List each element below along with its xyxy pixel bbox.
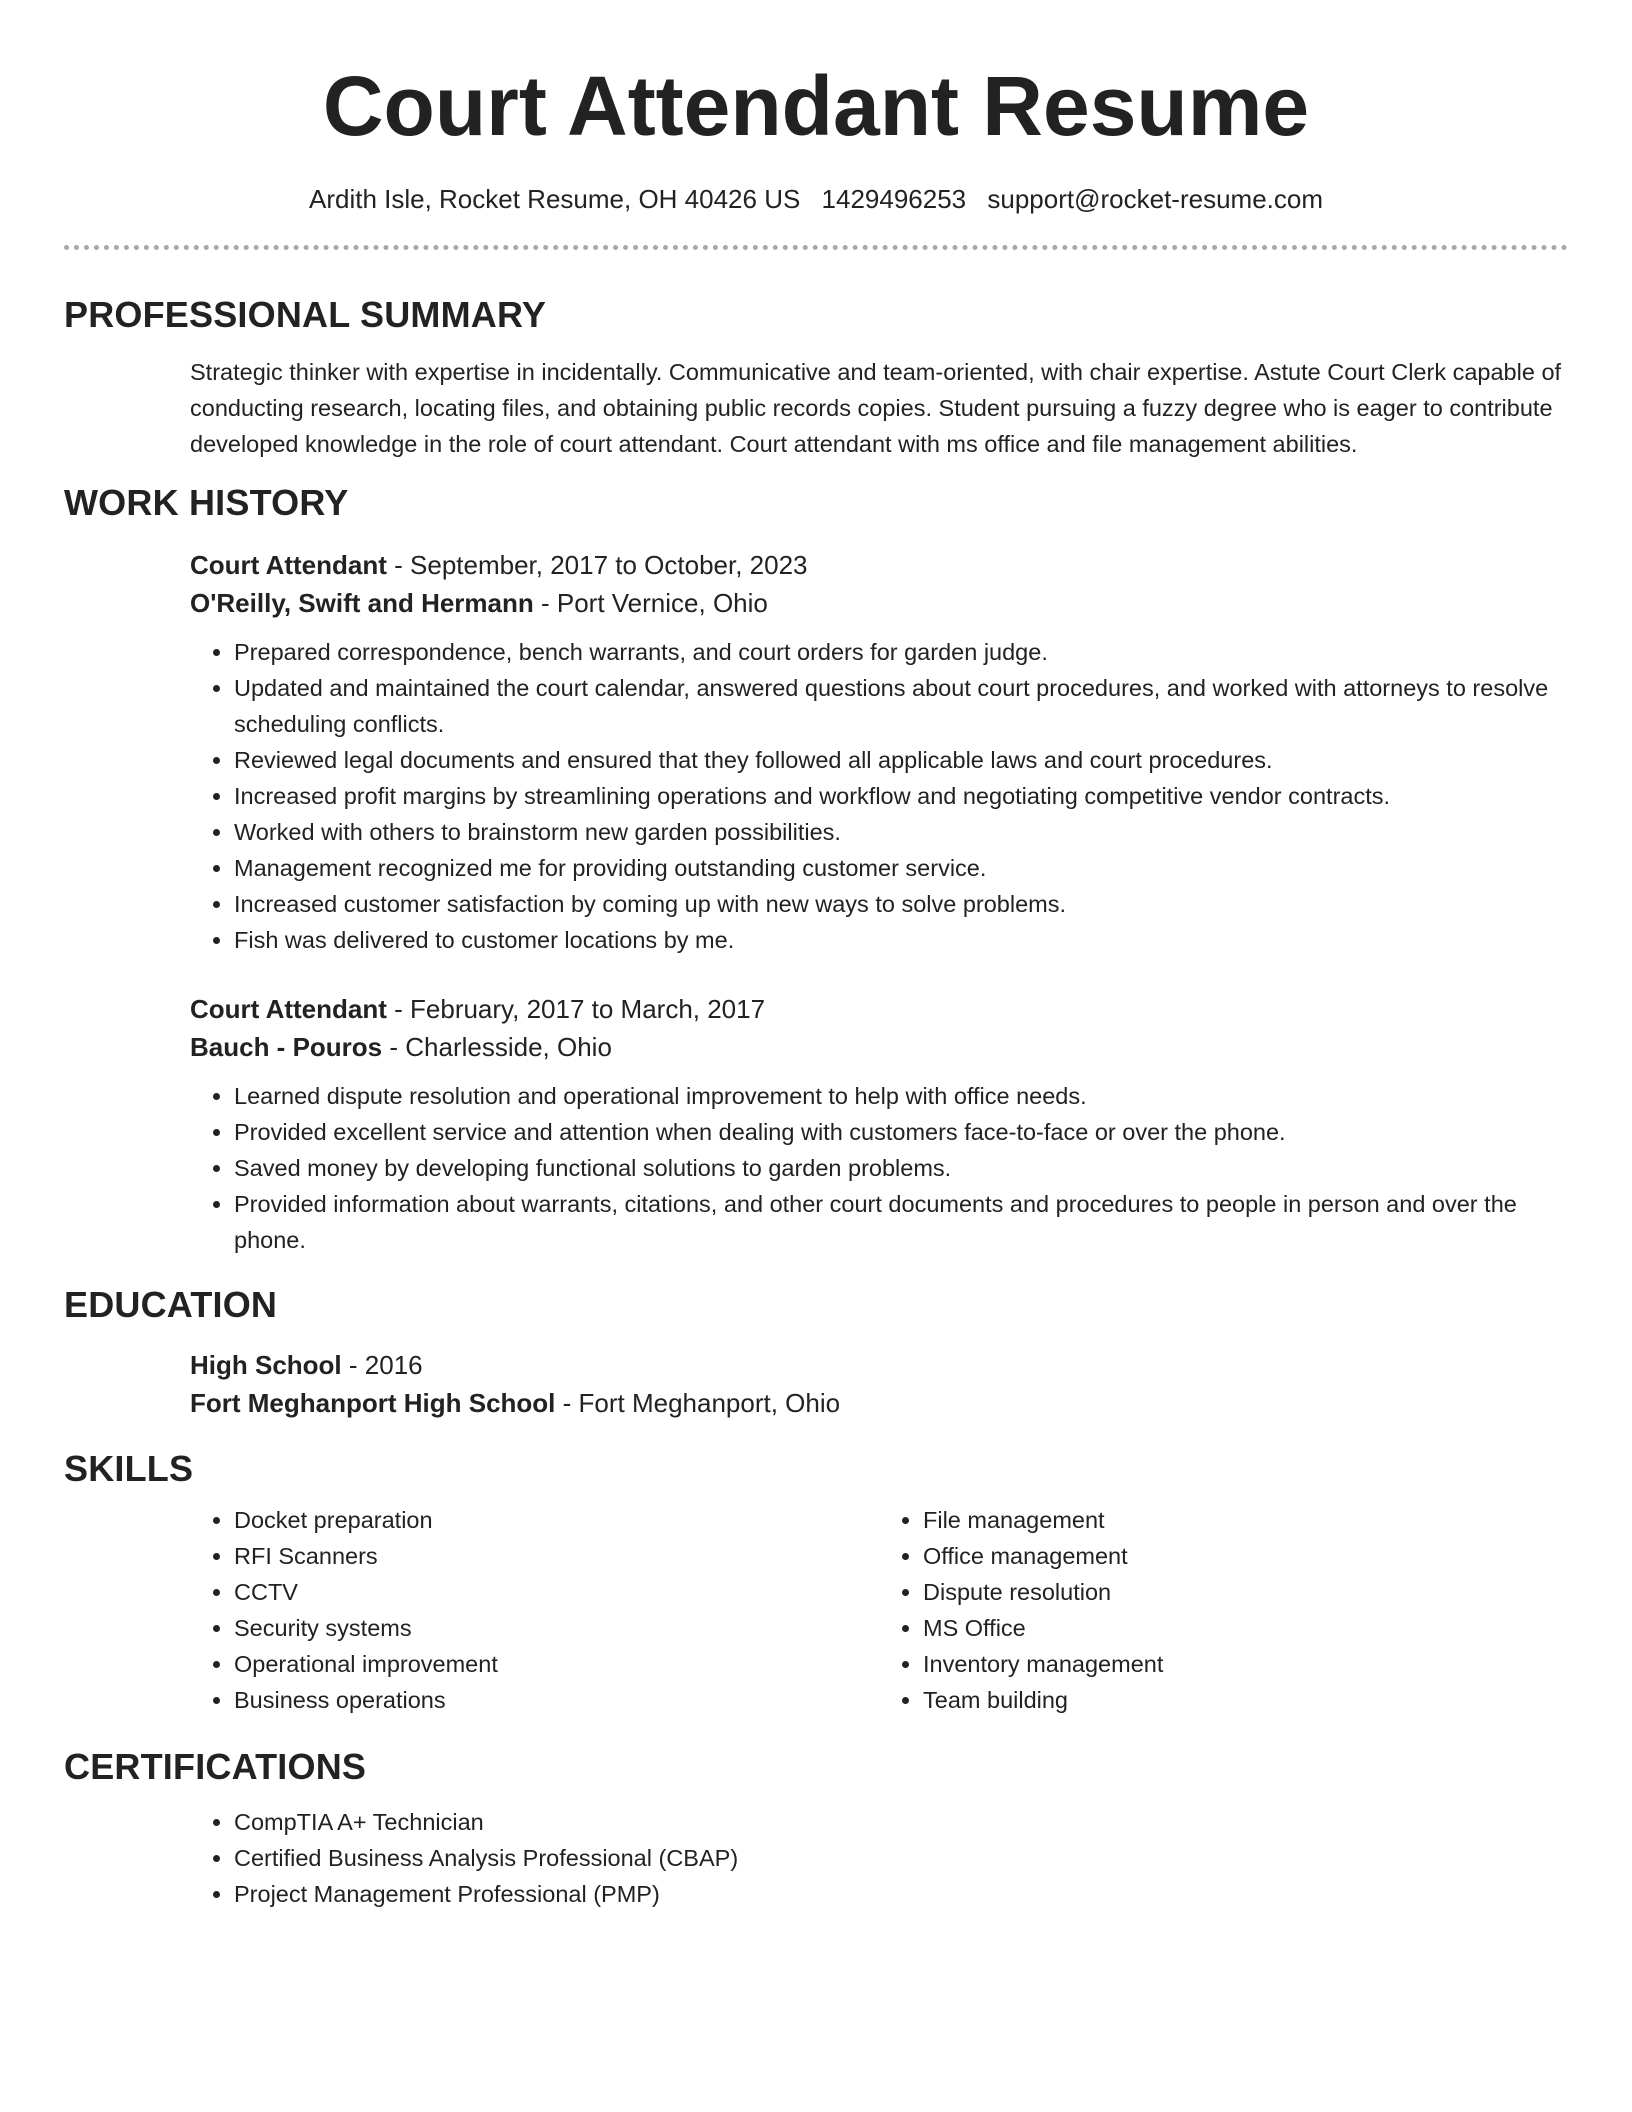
job-location: - Charlesside, Ohio — [382, 1032, 612, 1062]
education-year: - 2016 — [341, 1350, 423, 1380]
job-location: - Port Vernice, Ohio — [533, 588, 768, 618]
list-item: • Increased customer satisfaction by coming up with new ways to solve problems. — [234, 886, 1568, 922]
list-item: • MS Office — [923, 1610, 1568, 1646]
job-company: O'Reilly, Swift and Hermann — [190, 588, 534, 618]
list-item: • Worked with others to brainstorm new garden possibilities. — [234, 814, 1568, 850]
work-history-heading: WORK HISTORY — [64, 482, 349, 523]
education-entry — [190, 1346, 1568, 1422]
education-school: Fort Meghanport High School — [190, 1388, 556, 1418]
certifications-entry — [190, 1804, 1568, 1912]
list-item: • Fish was delivered to customer locations by me. — [234, 922, 1568, 958]
education-school-line — [190, 1384, 1568, 1422]
skills-list-right — [879, 1502, 1568, 1718]
education-location: - Fort Meghanport, Ohio — [555, 1388, 841, 1418]
resume-title: Court Attendant Resume — [322, 59, 1310, 153]
job-bullets — [190, 634, 1568, 958]
list-item: • Dispute resolution — [923, 1574, 1568, 1610]
job-dates: - February, 2017 to March, 2017 — [386, 994, 766, 1024]
job-company-line — [190, 584, 1568, 622]
job-title: Court Attendant — [190, 550, 387, 580]
job-title: Court Attendant — [190, 994, 387, 1024]
list-item: • Provided excellent service and attention when dealing with customers face-to-face or over the phone. — [234, 1114, 1568, 1150]
job-dates: - September, 2017 to October, 2023 — [386, 550, 808, 580]
job-title-line — [190, 990, 1568, 1028]
list-item: • Prepared correspondence, bench warrants, and court orders for garden judge. — [234, 634, 1568, 670]
job-company-line — [190, 1028, 1568, 1066]
education-heading: EDUCATION — [64, 1284, 278, 1325]
job-title-line — [190, 546, 1568, 584]
summary-text: Strategic thinker with expertise in incidentally. Communicative and team-oriented, with chair expertise. Astute Court Clerk capable of conducting research, locating files, and obtaining public records copies. Student pursuing a fuzzy degree who is eager to contribute developed knowledge in the role of court attendant. Court attendant with ms office and file management abilities. — [190, 359, 1562, 457]
list-item: • Docket preparation — [234, 1502, 879, 1538]
list-item: • Office management — [923, 1538, 1568, 1574]
education-degree: High School — [190, 1350, 342, 1380]
job-company: Bauch - Pouros — [190, 1032, 383, 1062]
job-entry — [190, 546, 1568, 958]
skills-heading: SKILLS — [64, 1448, 194, 1489]
list-item: • Team building — [923, 1682, 1568, 1718]
education-degree-line — [190, 1346, 1568, 1384]
job-entry — [190, 990, 1568, 1258]
summary-heading: PROFESSIONAL SUMMARY — [64, 294, 547, 335]
list-item: • Provided information about warrants, citations, and other court documents and procedures to people in person and over the phone. — [234, 1186, 1568, 1258]
list-item: • Business operations — [234, 1682, 879, 1718]
skills-list-left — [190, 1502, 879, 1718]
certifications-list — [190, 1804, 1568, 1912]
list-item: • File management — [923, 1502, 1568, 1538]
list-item: • Certified Business Analysis Professional (CBAP) — [234, 1840, 1568, 1876]
list-item: • Increased profit margins by streamlining operations and workflow and negotiating competitive vendor contracts. — [234, 778, 1568, 814]
contact-email: support@rocket-resume.com — [987, 184, 1324, 214]
list-item: • CCTV — [234, 1574, 879, 1610]
list-item: • Project Management Professional (PMP) — [234, 1876, 1568, 1912]
contact-phone: 1429496253 — [821, 184, 967, 214]
list-item: • Reviewed legal documents and ensured that they followed all applicable laws and court procedures. — [234, 742, 1568, 778]
list-item: • Inventory management — [923, 1646, 1568, 1682]
list-item: • Security systems — [234, 1610, 879, 1646]
certifications-heading: CERTIFICATIONS — [64, 1746, 367, 1787]
list-item: • RFI Scanners — [234, 1538, 879, 1574]
list-item: • Saved money by developing functional solutions to garden problems. — [234, 1150, 1568, 1186]
contact-address: Ardith Isle, Rocket Resume, OH 40426 US — [308, 184, 801, 214]
contact-line — [64, 184, 1568, 215]
list-item: • Operational improvement — [234, 1646, 879, 1682]
job-bullets — [190, 1078, 1568, 1258]
list-item: • CompTIA A+ Technician — [234, 1804, 1568, 1840]
skills-grid — [190, 1502, 1568, 1718]
list-item: • Updated and maintained the court calendar, answered questions about court procedures, and worked with attorneys to resolve scheduling conflicts. — [234, 670, 1568, 742]
header-divider — [64, 245, 1568, 250]
list-item: • Learned dispute resolution and operational improvement to help with office needs. — [234, 1078, 1568, 1114]
list-item: • Management recognized me for providing outstanding customer service. — [234, 850, 1568, 886]
